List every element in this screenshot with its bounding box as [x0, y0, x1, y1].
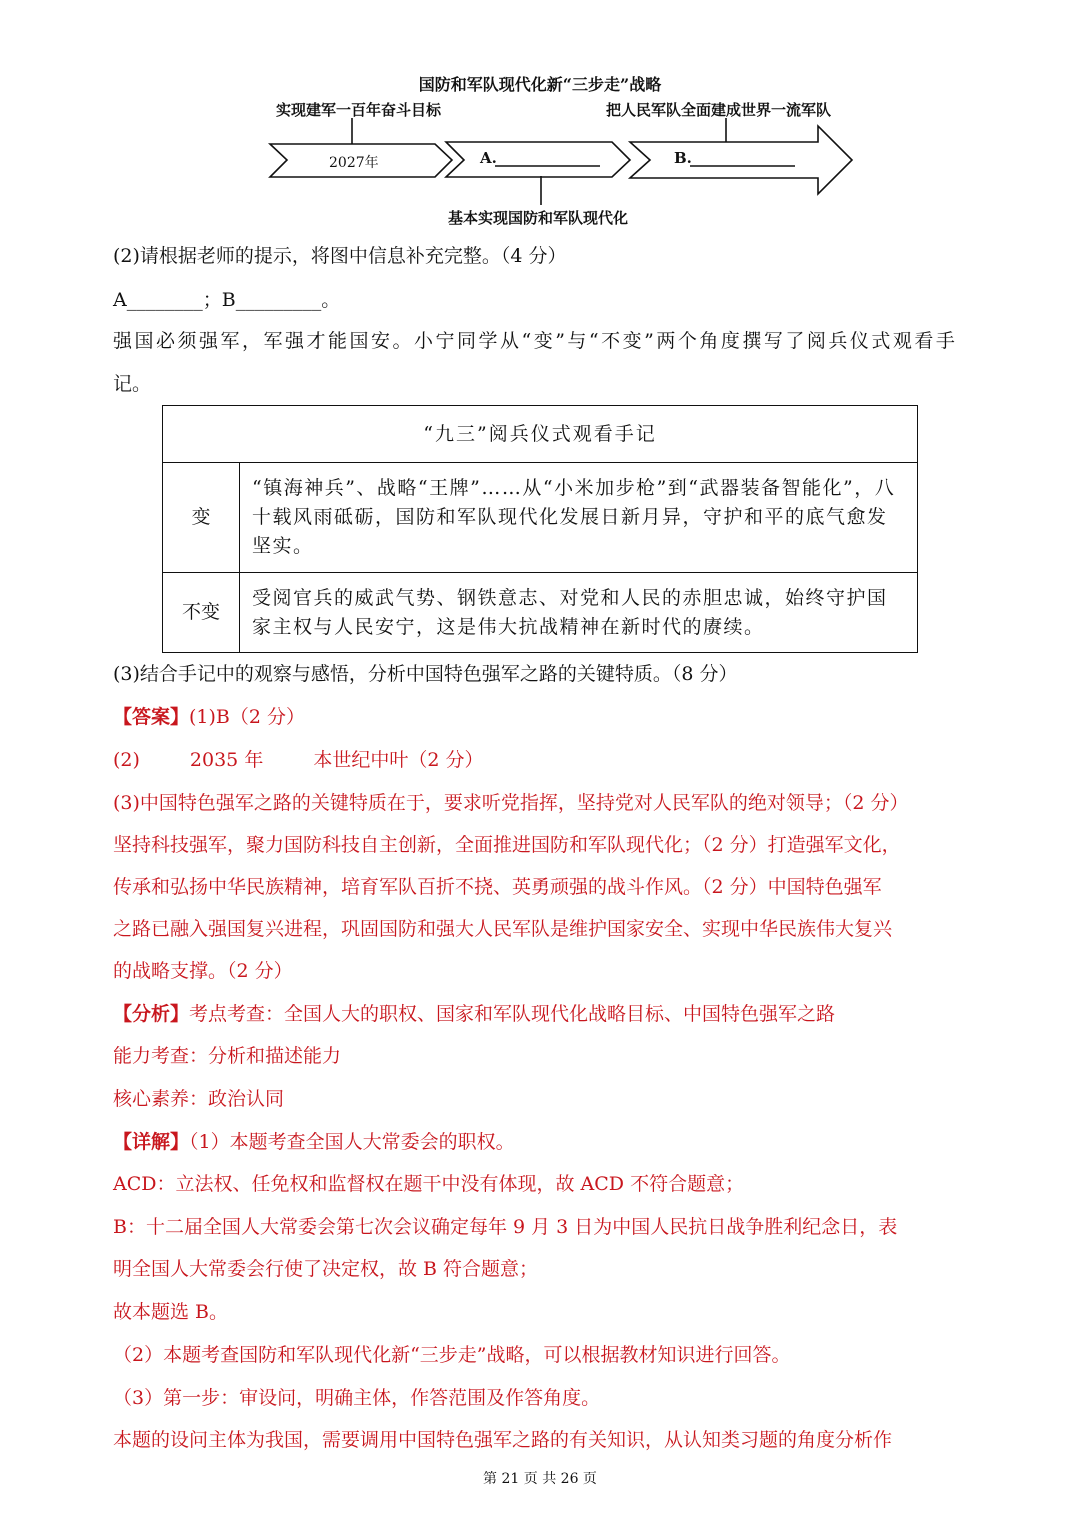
- answer-2-second: 本世纪中叶（2 分）: [313, 749, 484, 771]
- detail-q1-intro-text: （1）本题考查全国人大常委会的职权。: [189, 1131, 515, 1153]
- analysis-literacy: 核心素养：政治认同: [113, 1088, 285, 1110]
- q3-prompt: (3)结合手记中的观察与感悟，分析中国特色强军之路的关键特质。（8 分）: [113, 663, 738, 685]
- detail-b-line-1: B：十二届全国人大常委会第七次会议确定每年 9 月 3 日为中国人民抗日战争胜利纪念日，表: [113, 1216, 898, 1238]
- q2-blank-b: B_________: [221, 289, 322, 311]
- q2-blank-end: 。: [321, 289, 341, 311]
- answer-3-line: 的战略支撑。（2 分）: [113, 960, 293, 982]
- analysis-ability: 能力考查：分析和描述能力: [113, 1045, 342, 1067]
- analysis-tag: 【分析】: [113, 1003, 190, 1025]
- diagram-title: 国防和军队现代化新“三步走”战略: [418, 75, 662, 94]
- notes-row-text-unchanged: 受阅官兵的威武气势、钢铁意志、对党和人民的赤胆忠诚，始终守护国家主权与人民安宁，这是伟大抗战精神在新时代的赓续。: [240, 573, 918, 653]
- q2-prompt: (2)请根据老师的提示，将图中信息补充完整。（4 分）: [113, 245, 567, 267]
- analysis-points: [113, 1002, 835, 1026]
- answer-3-line: 传承和弘扬中华民族精神，培育军队百折不挠、英勇顽强的战斗作风。（2 分）中国特色强军: [113, 876, 882, 898]
- answer-1-text: (1)B（2 分）: [189, 706, 306, 728]
- answer-3-line: (3)中国特色强军之路的关键特质在于，要求听党指挥，坚持党对人民军队的绝对领导；（2 分）: [113, 792, 909, 814]
- diagram-top-left-label: 实现建军一百年奋斗目标: [276, 101, 442, 119]
- q2-blank-a: A________: [113, 289, 203, 311]
- step-3-label: B.: [674, 149, 692, 167]
- viewing-notes-table: [162, 405, 918, 653]
- answer-2-number: (2): [113, 749, 140, 771]
- detail-tag: 【详解】: [113, 1131, 190, 1153]
- notes-table-header: “九三”阅兵仪式观看手记: [163, 406, 918, 463]
- answer-3-line: 之路已融入强国复兴进程，巩固国防和强大人民军队是维护国家安全、实现中华民族伟大复兴: [113, 918, 893, 940]
- answer-2: [113, 748, 483, 772]
- step-2-label: A.: [480, 149, 497, 167]
- page-number: 第 21 页 共 26 页: [483, 1471, 597, 1487]
- intro-line-1: 强国必须强军，军强才能国安。小宁同学从“变”与“不变”两个角度撰写了阅兵仪式观看手: [113, 330, 958, 352]
- detail-q3-continued: 本题的设问主体为我国，需要调用中国特色强军之路的有关知识，从认知类习题的角度分析作: [113, 1429, 893, 1451]
- arrow-step-3: [630, 126, 852, 194]
- detail-acd: ACD：立法权、任免权和监督权在题干中没有体现，故 ACD 不符合题意；: [113, 1173, 745, 1195]
- notes-row-text-change: “镇海神兵”、战略“王牌”……从“小米加步枪”到“武器装备智能化”，八十载风雨砥砺，国防和军队现代化发展日新月异，守护和平的底气愈发坚实。: [240, 463, 918, 573]
- detail-b-line-2: 明全国人大常委会行使了决定权，故 B 符合题意；: [113, 1258, 539, 1280]
- detail-q1-intro: [113, 1130, 515, 1154]
- answer-3-line: 坚持科技强军，聚力国防科技自主创新，全面推进国防和军队现代化；（2 分）打造强军文化，: [113, 834, 901, 856]
- diagram-top-right-label: 把人民军队全面建成世界一流军队: [606, 101, 832, 119]
- intro-line-2: 记。: [113, 373, 152, 395]
- answer-2-first: 2035 年: [189, 749, 264, 771]
- q2-fill-blanks: [113, 288, 340, 312]
- notes-row-label-unchanged: 不变: [163, 573, 240, 653]
- q2-blank-separator: ；: [202, 289, 222, 311]
- notes-row-label-change: 变: [163, 463, 240, 573]
- detail-q2-text: （2）本题考查国防和军队现代化新“三步走”战略，可以根据教材知识进行回答。: [113, 1344, 791, 1366]
- detail-choose: 故本题选 B。: [113, 1301, 229, 1323]
- three-step-arrow-diagram: [0, 0, 1080, 240]
- arrow-step-2: [446, 142, 630, 177]
- answer-1: [113, 705, 305, 729]
- answer-tag: 【答案】: [113, 706, 190, 728]
- step-1-label: 2027年: [329, 155, 379, 171]
- analysis-points-text: 考点考查：全国人大的职权、国家和军队现代化战略目标、中国特色强军之路: [189, 1003, 836, 1025]
- diagram-bottom-label: 基本实现国防和军队现代化: [448, 209, 629, 227]
- detail-q3-text: （3）第一步：审设问，明确主体，作答范围及作答角度。: [113, 1387, 601, 1409]
